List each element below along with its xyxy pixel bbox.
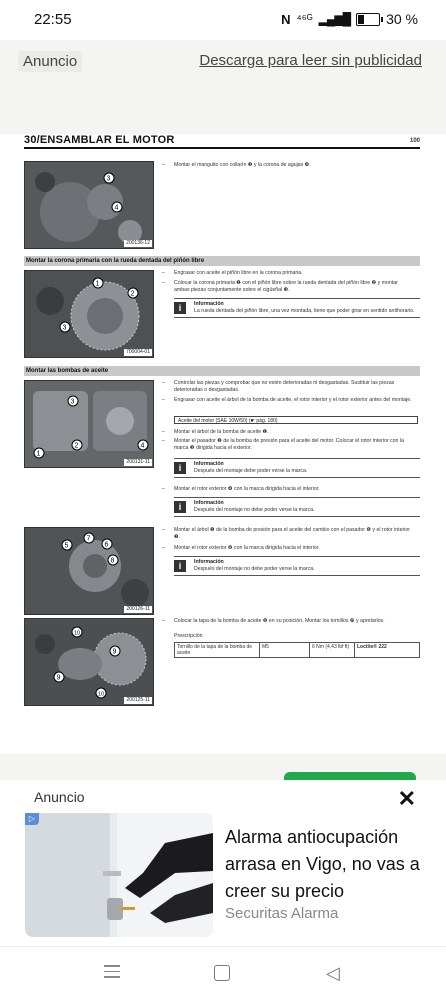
ad-image[interactable] [25, 813, 213, 937]
oil-spec: Aceite del motor (SAE 10W/50) (☛ pág. 180) [174, 416, 418, 424]
step-text: – Colocar la corona primaria ❶ con el piñón libre sobre la rueda dentada del piñón libre ❷ y montar ambas piezas conjuntamente sobre el cigüeñal ❸. [162, 280, 398, 293]
home-icon[interactable] [214, 965, 230, 981]
step-text: – Colocar la tapa de la bomba de aceite ❾ en su posición. Montar los tornillos ❿ y apretarlos. [162, 618, 385, 624]
title-rule [24, 147, 420, 149]
ad-headline[interactable]: Alarma antiocupación arrasa en Vigo, no vas a creer su precio [225, 827, 420, 901]
info-box: i Información Después del montaje debe poder verse la marca. [174, 458, 420, 478]
svg-text:9: 9 [56, 674, 61, 682]
svg-text:5: 5 [64, 542, 69, 550]
torque-value: 6 Nm (4,43 lbf ft) [310, 643, 355, 658]
step-text: – Montar el árbol ❺ de la bomba de presión para el aceite del cambio con el pasador ❻ y el rotor interior ❼. [162, 527, 410, 540]
clock: 22:55 [34, 11, 72, 28]
prescription-label: Prescripción [174, 633, 203, 639]
status-bar [0, 0, 446, 40]
document-page[interactable] [0, 134, 446, 754]
pump-cover-art [25, 619, 153, 705]
primary-gear-art [25, 271, 153, 357]
signal-bars-icon: ▂▄▆█ [318, 12, 351, 26]
engine-photo-art [25, 162, 153, 248]
svg-text:4: 4 [140, 442, 145, 450]
table-row [175, 643, 420, 658]
svg-text:6: 6 [104, 541, 109, 549]
photo-caption: 200125-11 [126, 697, 150, 703]
ad-card[interactable] [0, 780, 446, 946]
viewer-background [0, 84, 446, 134]
torque-item: Tornillo de la tapa de la bomba de aceite [175, 643, 260, 658]
back-icon[interactable]: ◁ [326, 963, 340, 983]
marker-label: 4 [114, 204, 119, 212]
signal-icon: ⁴⁶ᴳ [296, 12, 313, 26]
close-icon[interactable]: ✕ [397, 786, 416, 811]
svg-text:2: 2 [130, 290, 135, 298]
transmission-pump-photo [24, 527, 154, 615]
torque-lock: Loctite® 222 [355, 643, 420, 658]
ad-sponsor[interactable]: Securitas Alarma [225, 905, 339, 922]
svg-text:10: 10 [98, 691, 105, 698]
ad-label: Anuncio [34, 789, 85, 805]
page-title: 30/ENSAMBLAR EL MOTOR [24, 134, 175, 146]
battery-level: 30 % [386, 11, 418, 27]
marker-label: 3 [106, 175, 111, 183]
ad-choices-icon[interactable]: ▷ [25, 813, 39, 825]
primary-gear-photo [24, 270, 154, 358]
page-number: 100 [409, 138, 420, 144]
status-icons [281, 11, 418, 27]
step-text: – Montar el manguito con collarín ❸ y la corona de agujas ❹. [162, 162, 311, 168]
viewer-background [0, 754, 446, 780]
remove-ads-link[interactable]: Descarga para leer sin publicidad [199, 52, 422, 69]
photo-caption: 200131-11 [126, 459, 150, 465]
oil-pump-photo [24, 380, 154, 468]
transmission-pump-art [25, 528, 153, 614]
svg-text:3: 3 [62, 324, 67, 332]
step-text: – Engrasar con aceite el árbol de la bomba de aceite, el rotor interior y el rotor exterior antes del montaje. [162, 397, 412, 403]
info-icon: i [174, 501, 186, 513]
engine-photo [24, 161, 154, 249]
photo-caption: 200136-12 [126, 240, 150, 246]
section-heading: Montar las bombas de aceite [24, 366, 420, 376]
info-box: i Información Después del montaje no debe poder verse la marca. [174, 497, 420, 517]
svg-text:1: 1 [36, 450, 41, 458]
svg-text:9: 9 [112, 648, 117, 656]
info-box: i Información Después del montaje no debe poder verse la marca. [174, 556, 420, 576]
battery-icon [356, 13, 380, 26]
svg-text:1: 1 [95, 280, 100, 288]
svg-text:3: 3 [70, 398, 75, 406]
section-heading: Montar la corona primaria con la rueda dentada del piñón libre [24, 256, 420, 266]
navigation-bar [0, 946, 446, 1001]
step-text: – Montar el pasador ❷ de la bomba de presión para el aceite del motor. Colocar el rotor interior con la marca ❸ dirigida hacia el exterior. [162, 438, 404, 451]
step-text: – Engrasar con aceite el piñón libre en la corona primaria. [162, 270, 303, 276]
svg-text:10: 10 [74, 630, 81, 637]
info-icon: i [174, 302, 186, 314]
step-text: – Montar el árbol de la bomba de aceite ❶. [162, 429, 269, 435]
nfc-icon: N [281, 11, 291, 27]
info-icon: i [174, 462, 186, 474]
step-text: – Montar el rotor exterior ❹ con la marca dirigida hacia el interior. [162, 486, 320, 492]
photo-caption: 200126-11 [126, 606, 150, 612]
ad-image-art [25, 813, 213, 937]
svg-text:2: 2 [74, 442, 79, 450]
ad-banner-top [0, 40, 446, 84]
torque-table [174, 642, 420, 658]
step-text: – Controlar las piezas y comprobar que no estén deterioradas ni desgastadas. Sustituir las piezas deterioradas o desgastadas. [162, 380, 395, 393]
ad-label: Anuncio [18, 51, 82, 72]
svg-text:7: 7 [86, 535, 91, 543]
info-box: i Información La rueda dentada del piñón libre, una vez montada, tiene que poder girar en sentido antihorario. [174, 298, 420, 318]
photo-caption: 700004-01 [126, 349, 150, 355]
step-text: – Montar el rotor exterior ❽ con la marca dirigida hacia el interior. [162, 545, 320, 551]
torque-size: M5 [260, 643, 310, 658]
info-icon: i [174, 560, 186, 572]
recent-apps-icon[interactable] [104, 965, 120, 982]
svg-text:8: 8 [110, 557, 115, 565]
oil-pump-art [25, 381, 153, 467]
pump-cover-photo [24, 618, 154, 706]
